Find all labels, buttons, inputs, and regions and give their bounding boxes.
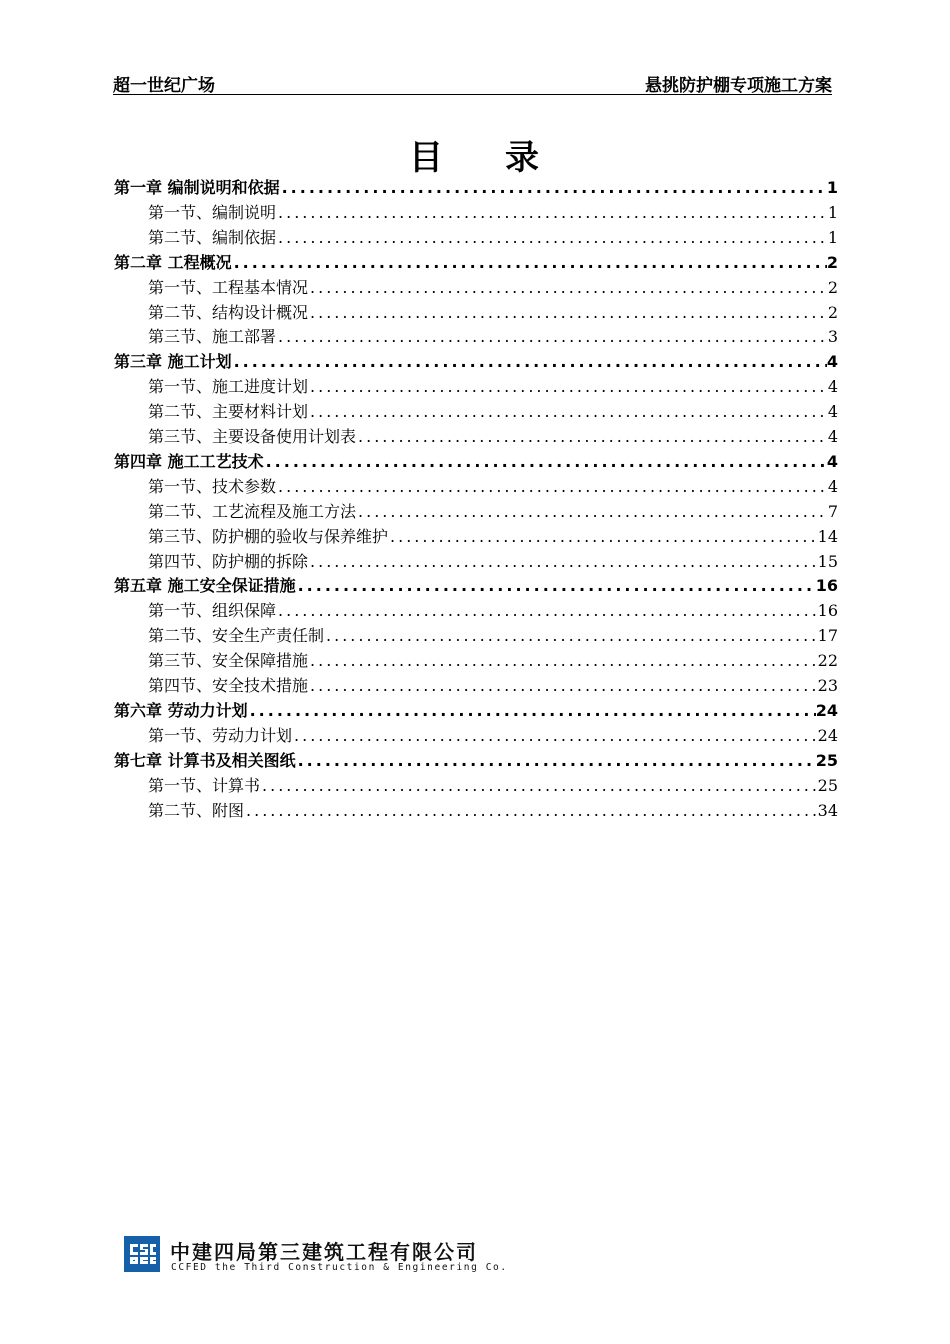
toc-chapter-entry [114, 251, 838, 275]
toc-entry-label: 第七章 计算书及相关图纸 [114, 750, 296, 770]
toc-page-number: 1 [827, 227, 838, 247]
toc-entry-label: 第一节、编制说明 [148, 202, 277, 222]
toc-dot-leader [324, 624, 818, 648]
toc-dot-leader [248, 699, 816, 723]
toc-dot-leader [276, 325, 828, 349]
cscec-logo-icon [124, 1236, 160, 1272]
toc-section-entry [148, 649, 838, 673]
toc-page-number: 4 [827, 402, 838, 422]
toc-section-entry [148, 674, 838, 698]
toc-section-entry [148, 475, 838, 499]
toc-dot-leader [356, 425, 828, 449]
toc-dot-leader [260, 774, 818, 798]
toc-page-number: 4 [826, 352, 838, 372]
toc-section-entry [148, 525, 838, 549]
toc-dot-leader [276, 475, 828, 499]
toc-page-number: 24 [815, 700, 838, 720]
toc-entry-label: 第二节、主要材料计划 [148, 402, 309, 422]
toc-entry-label: 第一节、劳动力计划 [148, 725, 293, 745]
toc-section-entry [148, 624, 838, 648]
toc-chapter-entry [114, 350, 838, 374]
toc-entry-label: 第一章 编制说明和依据 [114, 178, 280, 197]
toc-page-number: 22 [817, 651, 838, 671]
toc-section-entry [148, 425, 838, 449]
toc-chapter-entry [114, 699, 838, 723]
toc-entry-label: 第二节、结构设计概况 [148, 302, 309, 322]
toc-entry-label: 第一节、技术参数 [148, 476, 277, 496]
toc-entry-label: 第二章 工程概况 [114, 252, 232, 272]
toc-dot-leader [296, 749, 816, 773]
toc-entry-label: 第二节、编制依据 [148, 227, 277, 247]
toc-page-number: 25 [817, 775, 838, 795]
toc-entry-label: 第三节、防护棚的验收与保养维护 [148, 526, 389, 546]
toc-section-entry [148, 400, 838, 424]
toc-entry-label: 第一节、工程基本情况 [148, 277, 309, 297]
toc-dot-leader [244, 799, 818, 823]
toc-dot-leader [276, 201, 828, 225]
toc-dot-leader [308, 649, 818, 673]
toc-title-part2: 录 [505, 138, 541, 178]
toc-section-entry [148, 325, 838, 349]
toc-section-entry [148, 724, 838, 748]
toc-dot-leader [232, 251, 827, 275]
header-project-name: 超一世纪广场 [113, 76, 215, 96]
toc-dot-leader [308, 674, 818, 698]
toc-entry-label: 第四节、安全技术措施 [148, 676, 309, 695]
toc-dot-leader [308, 400, 828, 424]
toc-page-number: 16 [817, 601, 838, 621]
toc-entry-label: 第一节、施工进度计划 [148, 377, 309, 397]
toc-entry-label: 第一节、组织保障 [148, 601, 277, 621]
toc-section-entry [148, 201, 838, 225]
toc-dot-leader [308, 550, 818, 574]
toc-dot-leader [264, 450, 827, 474]
toc-section-entry [148, 550, 838, 574]
toc-section-entry [148, 301, 838, 325]
toc-title [0, 130, 950, 179]
toc-entry-label: 第四节、防护棚的拆除 [148, 551, 309, 571]
toc-section-entry [148, 375, 838, 399]
toc-dot-leader [276, 599, 818, 623]
toc-entry-label: 第六章 劳动力计划 [114, 700, 248, 720]
toc-page-number: 4 [827, 427, 838, 446]
toc-dot-leader [292, 724, 818, 748]
toc-page-number: 1 [826, 178, 838, 197]
toc-entry-label: 第四章 施工工艺技术 [114, 451, 264, 471]
toc-page-number: 16 [815, 576, 838, 596]
toc-dot-leader [308, 276, 828, 300]
toc-dot-leader [232, 350, 827, 374]
toc-page-number: 17 [817, 626, 838, 646]
toc-entry-label: 第三节、施工部署 [148, 327, 277, 347]
company-name-english: CCFED the Third Construction & Engineering Co. [171, 1262, 508, 1273]
toc-chapter-entry [114, 176, 838, 200]
toc-entry-label: 第一节、计算书 [148, 775, 261, 795]
toc-page-number: 7 [827, 501, 838, 521]
page-header [113, 70, 832, 95]
toc-entry-label: 第二节、附图 [148, 800, 245, 820]
toc-entry-label: 第三节、主要设备使用计划表 [148, 427, 357, 446]
toc-dot-leader [296, 574, 816, 598]
toc-page-number: 34 [817, 800, 838, 820]
toc-entry-label: 第三章 施工计划 [114, 352, 232, 372]
toc-page-number: 15 [817, 551, 838, 571]
toc-section-entry [148, 226, 838, 250]
toc-title-part1: 目 [409, 138, 445, 178]
toc-page-number: 14 [817, 526, 838, 546]
toc-page-number: 3 [827, 327, 838, 347]
toc-entry-label: 第三节、安全保障措施 [148, 651, 309, 671]
toc-chapter-entry [114, 574, 838, 598]
company-name-chinese: 中建四局第三建筑工程有限公司 [170, 1240, 478, 1264]
toc-section-entry [148, 276, 838, 300]
toc-dot-leader [388, 525, 818, 549]
toc-entry-label: 第二节、工艺流程及施工方法 [148, 501, 357, 521]
toc-page-number: 24 [817, 725, 838, 745]
toc-page-number: 4 [826, 451, 838, 471]
toc-section-entry [148, 599, 838, 623]
toc-dot-leader [356, 500, 828, 524]
toc-chapter-entry [114, 749, 838, 773]
toc-page-number: 2 [827, 302, 838, 322]
toc-page-number: 4 [827, 476, 838, 496]
toc-section-entry [148, 500, 838, 524]
header-document-title: 悬挑防护棚专项施工方案 [645, 76, 832, 96]
toc-page-number: 2 [826, 252, 838, 272]
toc-dot-leader [308, 301, 828, 325]
toc-page-number: 1 [827, 202, 838, 222]
toc-entry-label: 第二节、安全生产责任制 [148, 626, 325, 646]
toc-dot-leader [276, 226, 828, 250]
toc-section-entry [148, 774, 838, 798]
toc-dot-leader [280, 176, 827, 200]
toc-page-number: 23 [817, 676, 838, 695]
toc-entry-label: 第五章 施工安全保证措施 [114, 576, 296, 596]
toc-chapter-entry [114, 450, 838, 474]
toc-section-entry [148, 799, 838, 823]
toc-page-number: 25 [815, 750, 838, 770]
toc-page-number: 4 [827, 377, 838, 397]
toc-dot-leader [308, 375, 828, 399]
toc-page-number: 2 [827, 277, 838, 297]
